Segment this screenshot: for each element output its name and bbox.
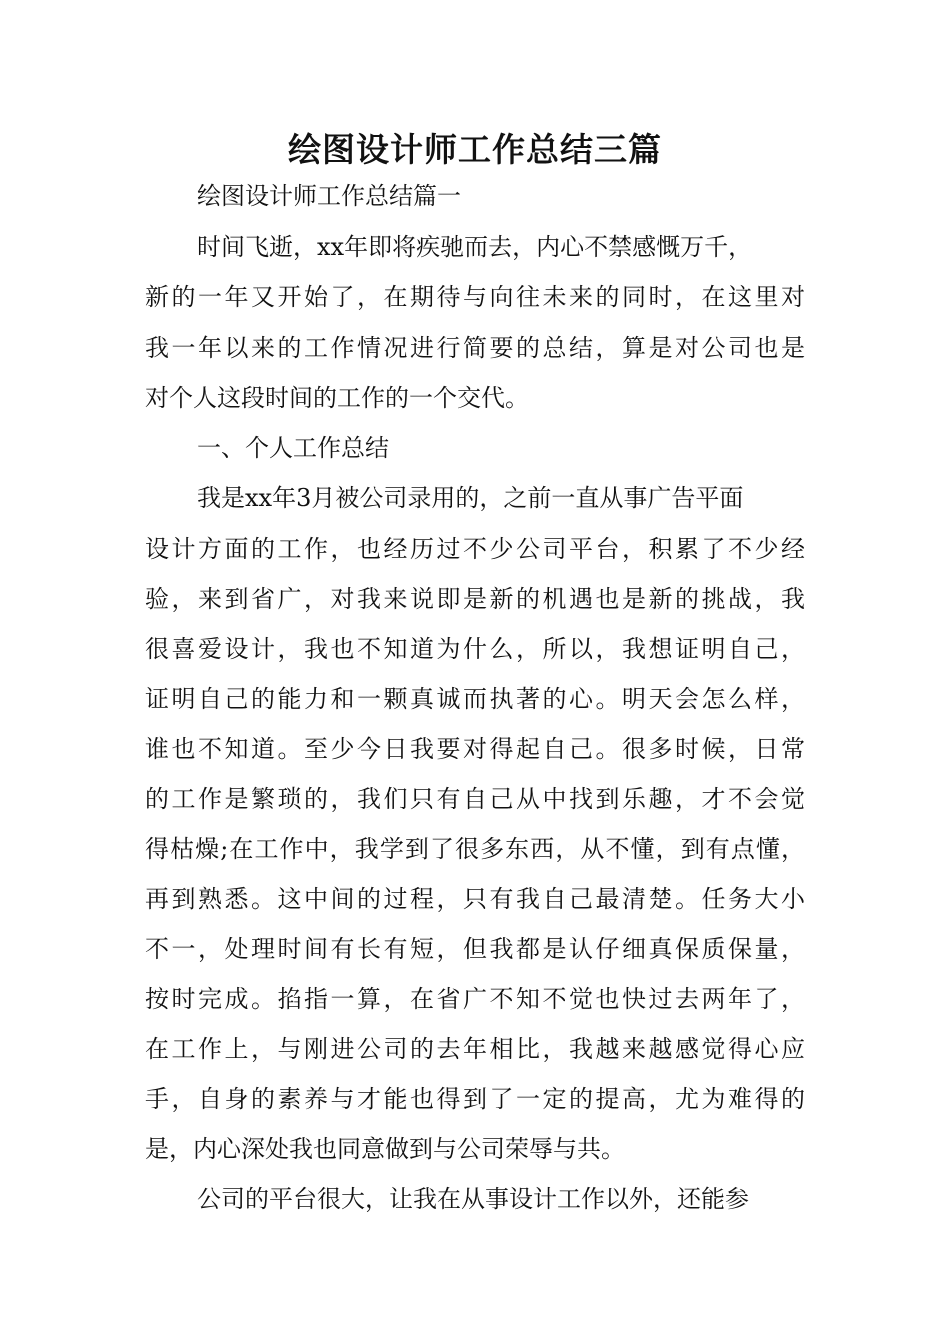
- paragraph-line: 证明自己的能力和一颗真诚而执著的心。明天会怎么样，: [145, 685, 805, 713]
- paragraph-line: 我是xx年3月被公司录用的，之前一直从事广告平面: [197, 484, 744, 512]
- paragraph-line: 很喜爱设计，我也不知道为什么，所以，我想证明自己，: [145, 635, 805, 663]
- paragraph-line: 验，来到省广，对我来说即是新的机遇也是新的挑战，我: [145, 585, 805, 613]
- paragraph-line: 公司的平台很大，让我在从事设计工作以外，还能参: [197, 1185, 749, 1213]
- paragraph-line: 在工作上，与刚进公司的去年相比，我越来越感觉得心应: [145, 1035, 805, 1063]
- paragraph-line: 再到熟悉。这中间的过程，只有我自己最清楚。任务大小: [145, 885, 805, 913]
- paragraph-line: 得枯燥;在工作中，我学到了很多东西，从不懂，到有点懂，: [145, 835, 805, 863]
- paragraph-line: 设计方面的工作，也经历过不少公司平台，积累了不少经: [145, 535, 805, 563]
- paragraph-line: 的工作是繁琐的，我们只有自己从中找到乐趣，才不会觉: [145, 785, 805, 813]
- paragraph-line: 不一，处理时间有长有短，但我都是认仔细真保质保量，: [145, 935, 805, 963]
- document-title: 绘图设计师工作总结三篇: [288, 130, 662, 169]
- subsection-heading: 一、个人工作总结: [197, 434, 389, 462]
- paragraph-line: 是，内心深处我也同意做到与公司荣辱与共。: [145, 1135, 625, 1163]
- paragraph-line: 新的一年又开始了，在期待与向往未来的同时，在这里对: [145, 283, 805, 311]
- paragraph-line: 谁也不知道。至少今日我要对得起自己。很多时候，日常: [145, 735, 805, 763]
- paragraph-line: 对个人这段时间的工作的一个交代。: [145, 384, 529, 412]
- paragraph-line: 时间飞逝，xx年即将疾驰而去，内心不禁感慨万千，: [197, 233, 753, 261]
- section-heading: 绘图设计师工作总结篇一: [197, 182, 461, 210]
- paragraph-line: 我一年以来的工作情况进行简要的总结，算是对公司也是: [145, 334, 805, 362]
- paragraph-line: 按时完成。掐指一算，在省广不知不觉也快过去两年了，: [145, 985, 805, 1013]
- paragraph-line: 手，自身的素养与才能也得到了一定的提高，尤为难得的: [145, 1085, 805, 1113]
